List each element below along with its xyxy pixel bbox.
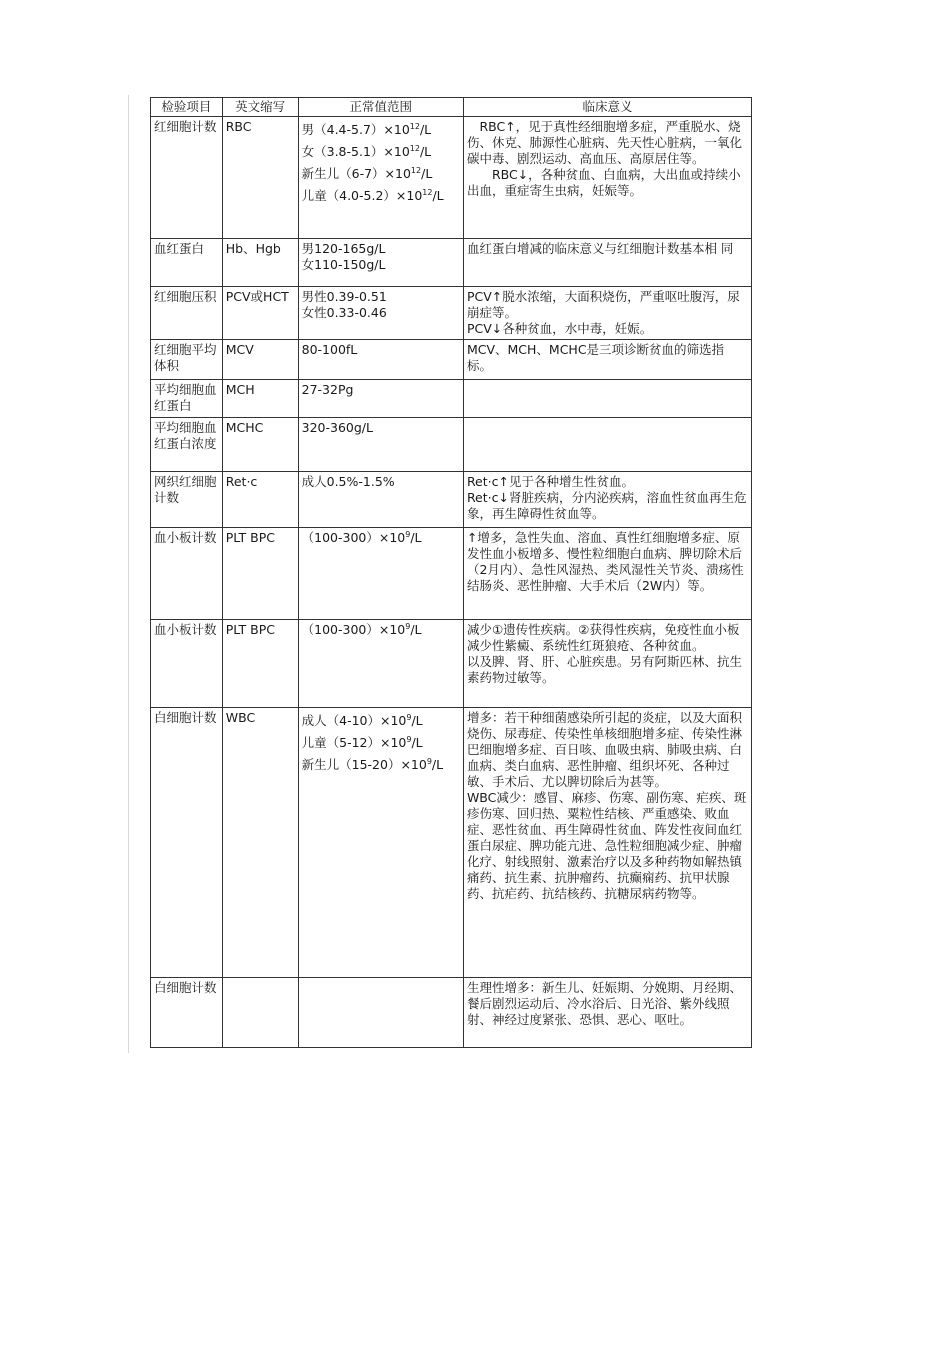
cell-item: 红细胞平均体积	[151, 340, 223, 380]
range-line	[302, 732, 460, 754]
range-line	[302, 754, 460, 776]
cell-range	[298, 708, 463, 978]
range-line	[302, 622, 460, 638]
range-exponent: 9	[406, 734, 412, 744]
cell-range	[298, 978, 463, 1048]
cell-range	[298, 287, 463, 340]
range-line	[302, 305, 460, 321]
range-exponent: 9	[426, 756, 432, 766]
cell-abbr: MCHC	[222, 418, 298, 472]
cell-abbr: Hb、Hgb	[222, 239, 298, 287]
cell-item: 平均细胞血红蛋白浓度	[151, 418, 223, 472]
cell-meaning: 生理性增多：新生儿、妊娠期、分娩期、月经期、餐后剧烈运动后、冷水浴后、日光浴、紫外线照射、神经过度紧张、恐惧、恶心、呕吐。	[463, 978, 751, 1048]
cell-meaning: RBC↑，见于真性经细胞增多症，严重脱水、烧伤、休克、肺源性心脏病、先天性心脏病，一氧化碳中毒、剧烈运动、高血压、高原居住等。 RBC↓，各种贫血、白血病，大出血或持续小出血，重症寄生虫病，妊娠等。	[463, 117, 751, 239]
cell-range	[298, 239, 463, 287]
range-value: 儿童（5-12）×10	[301, 735, 407, 750]
table-row	[151, 708, 752, 978]
cell-meaning: ↑增多，急性失血、溶血、真性红细胞增多症、原发性血小板增多、慢性粒细胞白血病、脾切除术后（2月内）、急性风湿热、类风湿性关节炎、溃疡性结肠炎、恶性肿瘤、大手术后（2W内）等。	[463, 528, 751, 620]
cell-item: 血小板计数	[151, 528, 223, 620]
range-line	[302, 382, 460, 398]
cell-item: 平均细胞血红蛋白	[151, 380, 223, 418]
range-line	[302, 119, 460, 141]
range-line	[302, 257, 460, 273]
range-value: 男（4.4-5.7）×10	[301, 122, 410, 137]
table-row	[151, 287, 752, 340]
range-unit: /L	[419, 144, 432, 159]
cell-range	[298, 472, 463, 528]
range-value: 新生儿（6-7）×10	[301, 166, 411, 181]
range-line	[302, 342, 460, 358]
range-value: （100-300）×10	[301, 622, 406, 637]
cell-abbr: PCV或HCT	[222, 287, 298, 340]
range-value: 成人（4-10）×10	[301, 713, 407, 728]
range-value: 女性0.33-0.46	[301, 305, 387, 320]
range-unit: /L	[421, 166, 433, 181]
cell-meaning: Ret·c↑见于各种增生性贫血。 Ret·c↓肾脏疾病，分内泌疾病，溶血性贫血再生危象，再生障碍性贫血等。	[463, 472, 751, 528]
table-row	[151, 978, 752, 1048]
cell-meaning: PCV↑脱水浓缩，大面积烧伤，严重呕吐腹泻，尿崩症等。 PCV↓各种贫血，水中毒，妊娠。	[463, 287, 751, 340]
cell-item: 血红蛋白	[151, 239, 223, 287]
cell-range	[298, 418, 463, 472]
cell-item: 白细胞计数	[151, 978, 223, 1048]
cell-abbr: MCH	[222, 380, 298, 418]
table-row	[151, 117, 752, 239]
cell-abbr: MCV	[222, 340, 298, 380]
cell-abbr	[222, 978, 298, 1048]
cell-meaning: 增多：若干种细菌感染所引起的炎症，以及大面积烧伤、尿毒症、传染性单核细胞增多症、传染性淋巴细胞增多症、百日咳、血吸虫病、肺吸虫病、白血病、类白血病、恶性肿瘤、组织坏死、各种过敏、手术后、尤以脾切除后为甚等。 WBC减少：感冒、麻疹、伤寒、副伤寒、疟疾、斑疹伤寒、回归热、粟粒性结核、严重感染、败血症、恶性贫血、再生障碍性贫血、阵发性夜间血红蛋白尿症、脾功能亢进、急性粒细胞减少症、肿瘤化疗、射线照射、激素治疗以及多种药物如解热镇痛药、抗生素、抗肿瘤药、抗癫痫药、抗甲状腺药、抗疟药、抗结核药、抗糖尿病药物等。	[463, 708, 751, 978]
range-line	[302, 241, 460, 257]
range-exponent: 9	[406, 712, 412, 722]
table-row	[151, 340, 752, 380]
cell-range	[298, 340, 463, 380]
range-value: 80-100fL	[301, 342, 358, 357]
range-unit: /L	[432, 188, 444, 203]
table-row	[151, 239, 752, 287]
range-value: 女（3.8-5.1）×10	[301, 144, 410, 159]
range-value: 男120-165g/L	[301, 241, 386, 256]
range-unit: /L	[411, 713, 423, 728]
range-unit: /L	[419, 122, 432, 137]
range-value: 新生儿（15-20）×10	[301, 757, 427, 772]
range-line	[302, 141, 460, 163]
range-value: （100-300）×10	[301, 530, 406, 545]
range-exponent: 9	[405, 621, 411, 631]
cell-meaning	[463, 418, 751, 472]
cell-item: 血小板计数	[151, 620, 223, 708]
range-value: 女110-150g/L	[301, 257, 386, 272]
range-unit: /L	[431, 757, 444, 772]
range-value: 男性0.39-0.51	[301, 289, 387, 304]
range-line	[302, 185, 460, 207]
cell-abbr: PLT BPC	[222, 528, 298, 620]
header-abbr: 英文缩写	[222, 98, 298, 117]
range-exponent: 12	[409, 143, 420, 153]
table-row	[151, 528, 752, 620]
cell-meaning: MCV、MCH、MCHC是三项诊断贫血的筛选指标。	[463, 340, 751, 380]
table-row	[151, 418, 752, 472]
cell-abbr: WBC	[222, 708, 298, 978]
range-exponent: 12	[410, 165, 422, 175]
range-exponent: 9	[405, 529, 411, 539]
range-line	[302, 710, 460, 732]
range-value: 27-32Pg	[301, 382, 354, 397]
cell-item: 白细胞计数	[151, 708, 223, 978]
table-header-row	[151, 98, 752, 117]
range-unit: /L	[410, 530, 422, 545]
range-value: 320-360g/L	[301, 420, 373, 435]
cell-abbr: RBC	[222, 117, 298, 239]
lab-reference-table	[150, 97, 752, 1048]
header-item: 检验项目	[151, 98, 223, 117]
header-range: 正常值范围	[298, 98, 463, 117]
range-exponent: 12	[409, 121, 420, 131]
cell-meaning: 减少①遗传性疾病。②获得性疾病，免疫性血小板减少性紫癜、系统性红斑狼疮、各种贫血。 以及脾、肾、肝、心脏疾患。另有阿斯匹林、抗生素药物过敏等。	[463, 620, 751, 708]
header-meaning: 临床意义	[463, 98, 751, 117]
cell-meaning: 血红蛋白增减的临床意义与红细胞计数基本相 同	[463, 239, 751, 287]
cell-range	[298, 380, 463, 418]
cell-range	[298, 117, 463, 239]
cell-range	[298, 528, 463, 620]
cell-item: 红细胞计数	[151, 117, 223, 239]
cell-item: 网织红细胞计数	[151, 472, 223, 528]
cell-abbr: PLT BPC	[222, 620, 298, 708]
cell-meaning	[463, 380, 751, 418]
table-row	[151, 380, 752, 418]
range-line	[302, 163, 460, 185]
cell-item: 红细胞压积	[151, 287, 223, 340]
page-margin-rule	[128, 95, 129, 1053]
range-value: 成人0.5%-1.5%	[301, 474, 395, 489]
range-unit: /L	[411, 735, 423, 750]
range-line	[302, 289, 460, 305]
table-row	[151, 472, 752, 528]
range-value: 儿童（4.0-5.2）×10	[301, 188, 423, 203]
range-line	[302, 530, 460, 546]
cell-abbr: Ret·c	[222, 472, 298, 528]
range-unit: /L	[410, 622, 422, 637]
cell-range	[298, 620, 463, 708]
range-line	[302, 420, 460, 436]
table-row	[151, 620, 752, 708]
range-exponent: 12	[422, 187, 433, 197]
range-line	[302, 474, 460, 490]
